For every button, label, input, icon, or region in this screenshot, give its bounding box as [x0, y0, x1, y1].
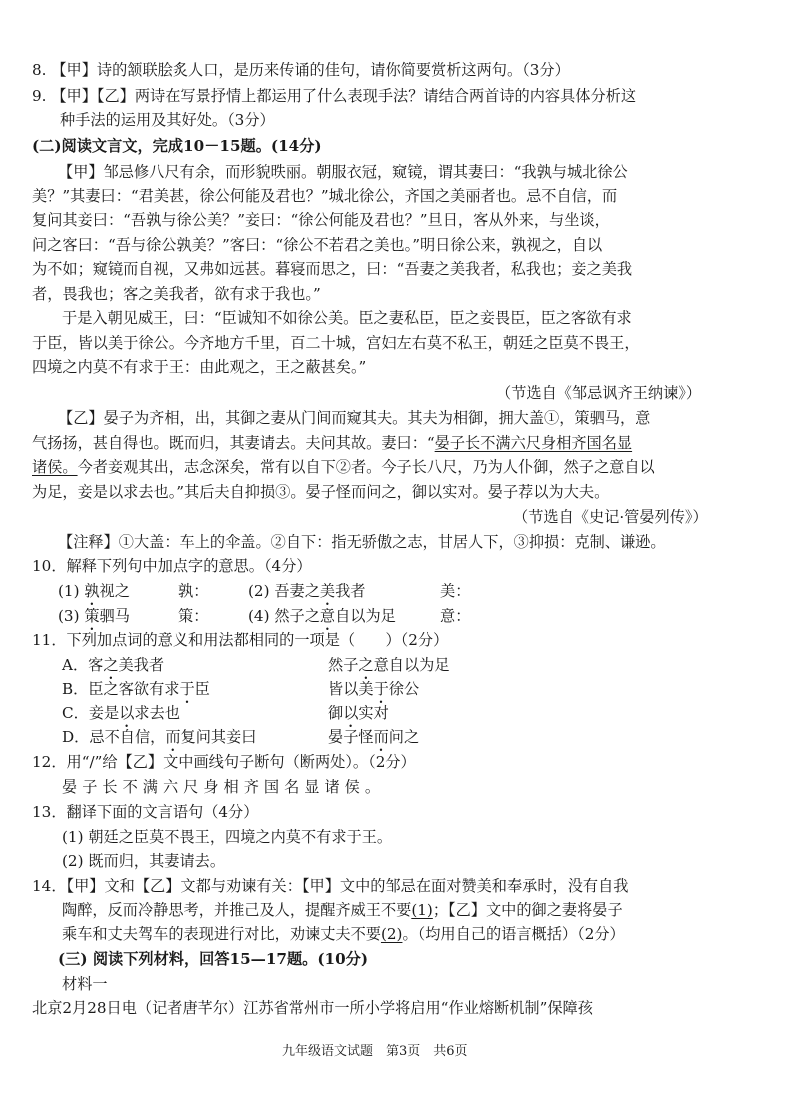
source-jia: （节选自《邹忌讽齐王纳谏》）	[496, 384, 702, 402]
underlined-sentence-end: 诸侯。	[32, 458, 78, 476]
page-footer: 九年级语文试题 第3页 共6页	[282, 1044, 468, 1059]
answer-blank-2[interactable]: (2)	[380, 925, 403, 943]
question-8: 8. 【甲】诗的颔联脍炙人口，是历来传诵的佳句，请你简要赏析这两句。（3分）	[32, 61, 570, 79]
sentence-to-punctuate: 晏子长不满六尺身相齐国名显诸侯。	[62, 778, 385, 796]
section-3-title: (三) 阅读下列材料，回答15—17题。(10分)	[58, 950, 369, 968]
underlined-sentence: 晏子长不满六尺身相齐国名显	[434, 434, 633, 452]
answer-blank-1[interactable]: (1)	[411, 901, 433, 919]
material-text: 北京2月28日电（记者唐芊尔）江苏省常州市一所小学将启用“作业熔断机制”保障孩	[32, 999, 593, 1017]
material-label: 材料一	[62, 975, 108, 993]
section-2-title: (二)阅读文言文，完成10－15题。(14分)	[32, 137, 322, 155]
source-yi: （节选自《史记·管晏列传》）	[513, 508, 708, 526]
annotations: 【注释】①大盖：车上的伞盖。②自下：指无骄傲之志，甘居人下，③抑损：克制、谦逊。	[58, 533, 666, 551]
